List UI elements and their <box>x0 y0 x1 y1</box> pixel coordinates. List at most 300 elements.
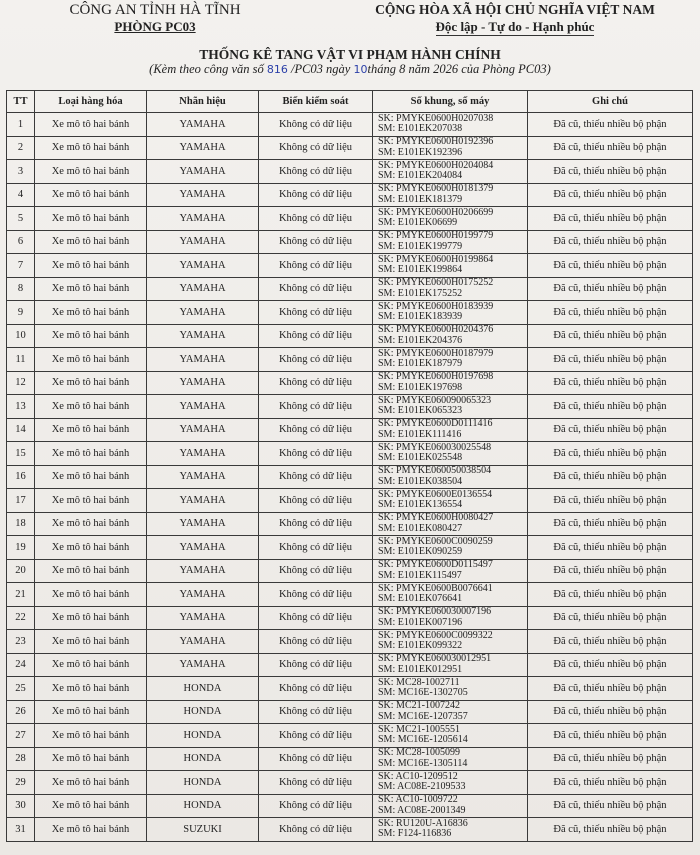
cell-note: Đã cũ, thiếu nhiều bộ phận <box>528 536 693 560</box>
cell-note: Đã cũ, thiếu nhiều bộ phận <box>528 277 693 301</box>
engine-number: SM: E101EK115497 <box>378 569 462 581</box>
cell-frame-engine <box>373 395 528 419</box>
cell-type: Xe mô tô hai bánh <box>35 653 147 677</box>
frame-number: SK: PMYKE0600E0136554 <box>378 488 493 500</box>
cell-note: Đã cũ, thiếu nhiều bộ phận <box>528 512 693 536</box>
cell-type: Xe mô tô hai bánh <box>35 230 147 254</box>
cell-note: Đã cũ, thiếu nhiều bộ phận <box>528 700 693 724</box>
cell-brand: YAMAHA <box>147 536 259 560</box>
cell-frame-engine <box>373 371 528 395</box>
engine-number: SM: E101EK080427 <box>378 522 463 534</box>
cell-tt: 19 <box>7 536 35 560</box>
frame-number: SK: PMYKE0600H0204084 <box>378 159 494 171</box>
frame-number: SK: PMYKE0600H0175252 <box>378 277 494 289</box>
frame-number: SK: PMYKE060030025548 <box>378 441 492 453</box>
cell-frame-engine <box>373 277 528 301</box>
cell-frame-engine <box>373 512 528 536</box>
cell-frame-engine <box>373 747 528 771</box>
cell-plate: Không có dữ liệu <box>259 465 373 489</box>
frame-number: SK: MC21-1007242 <box>378 700 460 712</box>
frame-number: SK: PMYKE0600H0204376 <box>378 324 494 336</box>
cell-plate: Không có dữ liệu <box>259 700 373 724</box>
frame-number: SK: PMYKE0600H0197698 <box>378 371 494 383</box>
cell-tt: 25 <box>7 677 35 701</box>
cell-brand: YAMAHA <box>147 630 259 654</box>
cell-plate: Không có dữ liệu <box>259 183 373 207</box>
cell-note: Đã cũ, thiếu nhiều bộ phận <box>528 489 693 513</box>
engine-number: SM: E101EK207038 <box>378 123 463 135</box>
cell-tt: 5 <box>7 207 35 231</box>
cell-plate: Không có dữ liệu <box>259 653 373 677</box>
cell-note: Đã cũ, thiếu nhiều bộ phận <box>528 559 693 583</box>
cell-frame-engine <box>373 183 528 207</box>
cell-type: Xe mô tô hai bánh <box>35 630 147 654</box>
engine-number: SM: F124-116836 <box>378 828 452 840</box>
engine-number: SM: E101EK199779 <box>378 240 463 252</box>
table-row <box>7 700 693 724</box>
table-row <box>7 794 693 818</box>
table-row <box>7 371 693 395</box>
cell-brand: YAMAHA <box>147 418 259 442</box>
cell-tt: 24 <box>7 653 35 677</box>
cell-tt: 17 <box>7 489 35 513</box>
table-row <box>7 113 693 137</box>
department-name: PHÒNG PC03 <box>114 19 196 34</box>
table-row <box>7 512 693 536</box>
cell-note: Đã cũ, thiếu nhiều bộ phận <box>528 606 693 630</box>
table-row <box>7 747 693 771</box>
frame-number: SK: PMYKE0600H0199779 <box>378 230 494 242</box>
cell-plate: Không có dữ liệu <box>259 794 373 818</box>
cell-plate: Không có dữ liệu <box>259 301 373 325</box>
cell-brand: YAMAHA <box>147 207 259 231</box>
cell-type: Xe mô tô hai bánh <box>35 771 147 795</box>
cell-type: Xe mô tô hai bánh <box>35 160 147 184</box>
engine-number: SM: E101EK175252 <box>378 287 463 299</box>
cell-tt: 10 <box>7 324 35 348</box>
cell-frame-engine <box>373 465 528 489</box>
frame-number: SK: MC21-1005551 <box>378 723 460 735</box>
subtitle-middle: /PC03 ngày <box>287 62 354 76</box>
cell-plate: Không có dữ liệu <box>259 771 373 795</box>
cell-tt: 14 <box>7 418 35 442</box>
engine-number: SM: E101EK111416 <box>378 428 462 440</box>
cell-brand: YAMAHA <box>147 113 259 137</box>
cell-plate: Không có dữ liệu <box>259 207 373 231</box>
cell-plate: Không có dữ liệu <box>259 395 373 419</box>
table-row <box>7 606 693 630</box>
table-row <box>7 465 693 489</box>
engine-number: SM: E101EK06699 <box>378 217 458 229</box>
frame-number: SK: PMYKE060050038504 <box>378 465 492 477</box>
cell-type: Xe mô tô hai bánh <box>35 512 147 536</box>
table-row <box>7 207 693 231</box>
cell-brand: HONDA <box>147 700 259 724</box>
national-motto <box>345 2 685 36</box>
engine-number: SM: E101EK065323 <box>378 405 463 417</box>
column-header-type: Loại hàng hóa <box>35 91 147 113</box>
cell-note: Đã cũ, thiếu nhiều bộ phận <box>528 371 693 395</box>
cell-frame-engine <box>373 301 528 325</box>
cell-type: Xe mô tô hai bánh <box>35 254 147 278</box>
cell-frame-engine <box>373 230 528 254</box>
cell-type: Xe mô tô hai bánh <box>35 395 147 419</box>
frame-number: SK: PMYKE0600H0187979 <box>378 347 494 359</box>
table-row <box>7 277 693 301</box>
frame-number: SK: AC10-1009722 <box>378 794 458 806</box>
cell-note: Đã cũ, thiếu nhiều bộ phận <box>528 301 693 325</box>
engine-number: SM: E101EK204376 <box>378 334 463 346</box>
motto: Độc lập - Tự do - Hạnh phúc <box>435 19 595 34</box>
table-header-row <box>7 91 693 113</box>
subtitle-suffix: tháng 8 năm 2026 của Phòng PC03) <box>367 62 551 76</box>
cell-type: Xe mô tô hai bánh <box>35 348 147 372</box>
cell-plate: Không có dữ liệu <box>259 230 373 254</box>
frame-number: SK: PMYKE060030012951 <box>378 653 492 665</box>
cell-note: Đã cũ, thiếu nhiều bộ phận <box>528 771 693 795</box>
table-row <box>7 418 693 442</box>
cell-frame-engine <box>373 818 528 842</box>
cell-tt: 28 <box>7 747 35 771</box>
table-row <box>7 559 693 583</box>
frame-number: SK: PMYKE060090065323 <box>378 394 492 406</box>
cell-frame-engine <box>373 442 528 466</box>
cell-frame-engine <box>373 536 528 560</box>
cell-tt: 1 <box>7 113 35 137</box>
cell-note: Đã cũ, thiếu nhiều bộ phận <box>528 653 693 677</box>
engine-number: SM: AC08E-2109533 <box>378 781 466 793</box>
column-header-brand: Nhãn hiệu <box>147 91 259 113</box>
cell-brand: HONDA <box>147 677 259 701</box>
cell-brand: HONDA <box>147 724 259 748</box>
cell-type: Xe mô tô hai bánh <box>35 418 147 442</box>
table-row <box>7 536 693 560</box>
frame-number: SK: PMYKE0600H0192396 <box>378 136 494 148</box>
table-row <box>7 160 693 184</box>
cell-tt: 26 <box>7 700 35 724</box>
frame-number: SK: PMYKE0600D0115497 <box>378 559 493 571</box>
cell-type: Xe mô tô hai bánh <box>35 700 147 724</box>
table-row <box>7 230 693 254</box>
cell-frame-engine <box>373 724 528 748</box>
document-subtitle <box>0 62 700 77</box>
cell-brand: YAMAHA <box>147 583 259 607</box>
table-row <box>7 324 693 348</box>
cell-frame-engine <box>373 700 528 724</box>
engine-number: SM: E101EK183939 <box>378 311 463 323</box>
table-row <box>7 301 693 325</box>
table-row <box>7 489 693 513</box>
cell-frame-engine <box>373 771 528 795</box>
cell-tt: 27 <box>7 724 35 748</box>
frame-number: SK: PMYKE0600C0090259 <box>378 535 493 547</box>
cell-tt: 22 <box>7 606 35 630</box>
cell-brand: YAMAHA <box>147 606 259 630</box>
cell-tt: 3 <box>7 160 35 184</box>
cell-brand: YAMAHA <box>147 160 259 184</box>
frame-number: SK: PMYKE0600H0206699 <box>378 206 494 218</box>
handwritten-number: 816 <box>266 63 288 76</box>
cell-note: Đã cũ, thiếu nhiều bộ phận <box>528 677 693 701</box>
table-row <box>7 395 693 419</box>
column-header-note: Ghi chú <box>528 91 693 113</box>
cell-brand: YAMAHA <box>147 559 259 583</box>
cell-tt: 6 <box>7 230 35 254</box>
cell-tt: 18 <box>7 512 35 536</box>
cell-tt: 11 <box>7 348 35 372</box>
engine-number: SM: E101EK197698 <box>378 381 463 393</box>
cell-plate: Không có dữ liệu <box>259 677 373 701</box>
engine-number: SM: E101EK136554 <box>378 499 463 511</box>
cell-tt: 9 <box>7 301 35 325</box>
document-title: THỐNG KÊ TANG VẬT VI PHẠM HÀNH CHÍNH <box>199 47 501 62</box>
cell-tt: 21 <box>7 583 35 607</box>
frame-number: SK: AC10-1209512 <box>378 770 458 782</box>
evidence-table <box>6 90 693 842</box>
cell-type: Xe mô tô hai bánh <box>35 489 147 513</box>
cell-type: Xe mô tô hai bánh <box>35 136 147 160</box>
table-row <box>7 254 693 278</box>
cell-note: Đã cũ, thiếu nhiều bộ phận <box>528 418 693 442</box>
cell-plate: Không có dữ liệu <box>259 324 373 348</box>
engine-number: SM: MC16E-1205614 <box>378 734 468 746</box>
table-row <box>7 771 693 795</box>
table-row <box>7 653 693 677</box>
cell-plate: Không có dữ liệu <box>259 277 373 301</box>
cell-brand: YAMAHA <box>147 324 259 348</box>
frame-number: SK: PMYKE0600B0076641 <box>378 582 493 594</box>
cell-plate: Không có dữ liệu <box>259 747 373 771</box>
cell-tt: 23 <box>7 630 35 654</box>
cell-frame-engine <box>373 418 528 442</box>
cell-frame-engine <box>373 207 528 231</box>
issuing-agency <box>60 2 250 35</box>
table-row <box>7 348 693 372</box>
cell-note: Đã cũ, thiếu nhiều bộ phận <box>528 160 693 184</box>
cell-note: Đã cũ, thiếu nhiều bộ phận <box>528 324 693 348</box>
frame-number: SK: PMYKE0600H0207038 <box>378 112 494 124</box>
engine-number: SM: E101EK038504 <box>378 475 463 487</box>
cell-plate: Không có dữ liệu <box>259 371 373 395</box>
cell-type: Xe mô tô hai bánh <box>35 183 147 207</box>
engine-number: SM: E101EK181379 <box>378 193 463 205</box>
frame-number: SK: MC28-1005099 <box>378 747 460 759</box>
engine-number: SM: E101EK007196 <box>378 616 463 628</box>
cell-brand: YAMAHA <box>147 183 259 207</box>
engine-number: SM: AC08E-2001349 <box>378 804 466 816</box>
cell-plate: Không có dữ liệu <box>259 348 373 372</box>
cell-type: Xe mô tô hai bánh <box>35 324 147 348</box>
cell-plate: Không có dữ liệu <box>259 442 373 466</box>
engine-number: SM: MC16E-1207357 <box>378 710 468 722</box>
cell-type: Xe mô tô hai bánh <box>35 371 147 395</box>
frame-number: SK: PMYKE0600C0099322 <box>378 629 493 641</box>
frame-number: SK: PMYKE0600H0199864 <box>378 253 494 265</box>
cell-frame-engine <box>373 113 528 137</box>
cell-plate: Không có dữ liệu <box>259 724 373 748</box>
table-row <box>7 724 693 748</box>
engine-number: SM: E101EK204084 <box>378 170 463 182</box>
cell-tt: 2 <box>7 136 35 160</box>
cell-note: Đã cũ, thiếu nhiều bộ phận <box>528 113 693 137</box>
cell-plate: Không có dữ liệu <box>259 254 373 278</box>
cell-type: Xe mô tô hai bánh <box>35 818 147 842</box>
cell-type: Xe mô tô hai bánh <box>35 465 147 489</box>
cell-brand: HONDA <box>147 794 259 818</box>
cell-brand: SUZUKI <box>147 818 259 842</box>
cell-type: Xe mô tô hai bánh <box>35 301 147 325</box>
engine-number: SM: E101EK012951 <box>378 663 463 675</box>
cell-plate: Không có dữ liệu <box>259 536 373 560</box>
frame-number: SK: PMYKE0600H0080427 <box>378 512 494 524</box>
cell-note: Đã cũ, thiếu nhiều bộ phận <box>528 747 693 771</box>
cell-frame-engine <box>373 794 528 818</box>
table-row <box>7 136 693 160</box>
cell-note: Đã cũ, thiếu nhiều bộ phận <box>528 207 693 231</box>
cell-plate: Không có dữ liệu <box>259 418 373 442</box>
frame-number: SK: MC28-1002711 <box>378 676 460 688</box>
table-row <box>7 583 693 607</box>
cell-brand: YAMAHA <box>147 371 259 395</box>
cell-plate: Không có dữ liệu <box>259 559 373 583</box>
cell-type: Xe mô tô hai bánh <box>35 583 147 607</box>
cell-brand: YAMAHA <box>147 653 259 677</box>
engine-number: SM: E101EK199864 <box>378 264 463 276</box>
cell-tt: 29 <box>7 771 35 795</box>
cell-brand: YAMAHA <box>147 465 259 489</box>
cell-type: Xe mô tô hai bánh <box>35 559 147 583</box>
engine-number: SM: E101EK090259 <box>378 546 463 558</box>
table-row <box>7 630 693 654</box>
table-row <box>7 183 693 207</box>
cell-plate: Không có dữ liệu <box>259 606 373 630</box>
cell-frame-engine <box>373 324 528 348</box>
cell-note: Đã cũ, thiếu nhiều bộ phận <box>528 230 693 254</box>
agency-name: CÔNG AN TỈNH HÀ TĨNH <box>69 2 241 18</box>
cell-plate: Không có dữ liệu <box>259 630 373 654</box>
cell-plate: Không có dữ liệu <box>259 818 373 842</box>
cell-note: Đã cũ, thiếu nhiều bộ phận <box>528 630 693 654</box>
cell-brand: HONDA <box>147 771 259 795</box>
cell-tt: 7 <box>7 254 35 278</box>
cell-note: Đã cũ, thiếu nhiều bộ phận <box>528 465 693 489</box>
cell-tt: 15 <box>7 442 35 466</box>
cell-tt: 12 <box>7 371 35 395</box>
frame-number: SK: PMYKE0600D0111416 <box>378 418 493 430</box>
subtitle-prefix: (Kèm theo công văn số <box>149 62 267 76</box>
frame-number: SK: PMYKE0600H0183939 <box>378 300 494 312</box>
cell-note: Đã cũ, thiếu nhiều bộ phận <box>528 794 693 818</box>
engine-number: SM: E101EK099322 <box>378 640 463 652</box>
cell-type: Xe mô tô hai bánh <box>35 207 147 231</box>
cell-tt: 16 <box>7 465 35 489</box>
handwritten-day: 10 <box>353 63 368 76</box>
frame-number: SK: PMYKE0600H0181379 <box>378 183 494 195</box>
column-header-plate: Biển kiểm soát <box>259 91 373 113</box>
country-name: CỘNG HÒA XÃ HỘI CHỦ NGHĨA VIỆT NAM <box>375 2 655 17</box>
cell-frame-engine <box>373 136 528 160</box>
cell-brand: YAMAHA <box>147 512 259 536</box>
cell-frame-engine <box>373 653 528 677</box>
cell-note: Đã cũ, thiếu nhiều bộ phận <box>528 395 693 419</box>
table-row <box>7 677 693 701</box>
cell-brand: YAMAHA <box>147 277 259 301</box>
frame-number: SK: RU120U-A16836 <box>378 817 468 829</box>
table-row <box>7 442 693 466</box>
cell-type: Xe mô tô hai bánh <box>35 724 147 748</box>
cell-type: Xe mô tô hai bánh <box>35 113 147 137</box>
cell-type: Xe mô tô hai bánh <box>35 606 147 630</box>
cell-tt: 13 <box>7 395 35 419</box>
cell-tt: 4 <box>7 183 35 207</box>
cell-frame-engine <box>373 583 528 607</box>
cell-type: Xe mô tô hai bánh <box>35 794 147 818</box>
table-row <box>7 818 693 842</box>
cell-plate: Không có dữ liệu <box>259 160 373 184</box>
cell-brand: YAMAHA <box>147 254 259 278</box>
cell-note: Đã cũ, thiếu nhiều bộ phận <box>528 724 693 748</box>
cell-brand: YAMAHA <box>147 348 259 372</box>
cell-brand: YAMAHA <box>147 230 259 254</box>
cell-note: Đã cũ, thiếu nhiều bộ phận <box>528 136 693 160</box>
cell-frame-engine <box>373 348 528 372</box>
cell-note: Đã cũ, thiếu nhiều bộ phận <box>528 818 693 842</box>
frame-number: SK: PMYKE060030007196 <box>378 606 492 618</box>
cell-note: Đã cũ, thiếu nhiều bộ phận <box>528 583 693 607</box>
engine-number: SM: E101EK187979 <box>378 358 463 370</box>
cell-frame-engine <box>373 559 528 583</box>
engine-number: SM: E101EK076641 <box>378 593 463 605</box>
column-header-frame-engine: Số khung, số máy <box>373 91 528 113</box>
cell-type: Xe mô tô hai bánh <box>35 677 147 701</box>
cell-note: Đã cũ, thiếu nhiều bộ phận <box>528 254 693 278</box>
engine-number: SM: MC16E-1305114 <box>378 757 468 769</box>
cell-plate: Không có dữ liệu <box>259 583 373 607</box>
engine-number: SM: E101EK192396 <box>378 146 463 158</box>
engine-number: SM: MC16E-1302705 <box>378 687 468 699</box>
cell-note: Đã cũ, thiếu nhiều bộ phận <box>528 442 693 466</box>
cell-brand: YAMAHA <box>147 442 259 466</box>
cell-plate: Không có dữ liệu <box>259 113 373 137</box>
cell-plate: Không có dữ liệu <box>259 489 373 513</box>
cell-type: Xe mô tô hai bánh <box>35 747 147 771</box>
cell-type: Xe mô tô hai bánh <box>35 277 147 301</box>
engine-number: SM: E101EK025548 <box>378 452 463 464</box>
table-body <box>7 113 693 842</box>
cell-type: Xe mô tô hai bánh <box>35 536 147 560</box>
cell-tt: 20 <box>7 559 35 583</box>
cell-plate: Không có dữ liệu <box>259 512 373 536</box>
cell-frame-engine <box>373 630 528 654</box>
cell-brand: YAMAHA <box>147 301 259 325</box>
cell-tt: 8 <box>7 277 35 301</box>
cell-frame-engine <box>373 254 528 278</box>
cell-brand: YAMAHA <box>147 136 259 160</box>
cell-type: Xe mô tô hai bánh <box>35 442 147 466</box>
cell-brand: YAMAHA <box>147 395 259 419</box>
cell-frame-engine <box>373 677 528 701</box>
cell-tt: 31 <box>7 818 35 842</box>
cell-note: Đã cũ, thiếu nhiều bộ phận <box>528 183 693 207</box>
cell-frame-engine <box>373 606 528 630</box>
cell-brand: HONDA <box>147 747 259 771</box>
column-header-tt: TT <box>7 91 35 113</box>
cell-note: Đã cũ, thiếu nhiều bộ phận <box>528 348 693 372</box>
cell-plate: Không có dữ liệu <box>259 136 373 160</box>
cell-tt: 30 <box>7 794 35 818</box>
cell-frame-engine <box>373 489 528 513</box>
cell-frame-engine <box>373 160 528 184</box>
